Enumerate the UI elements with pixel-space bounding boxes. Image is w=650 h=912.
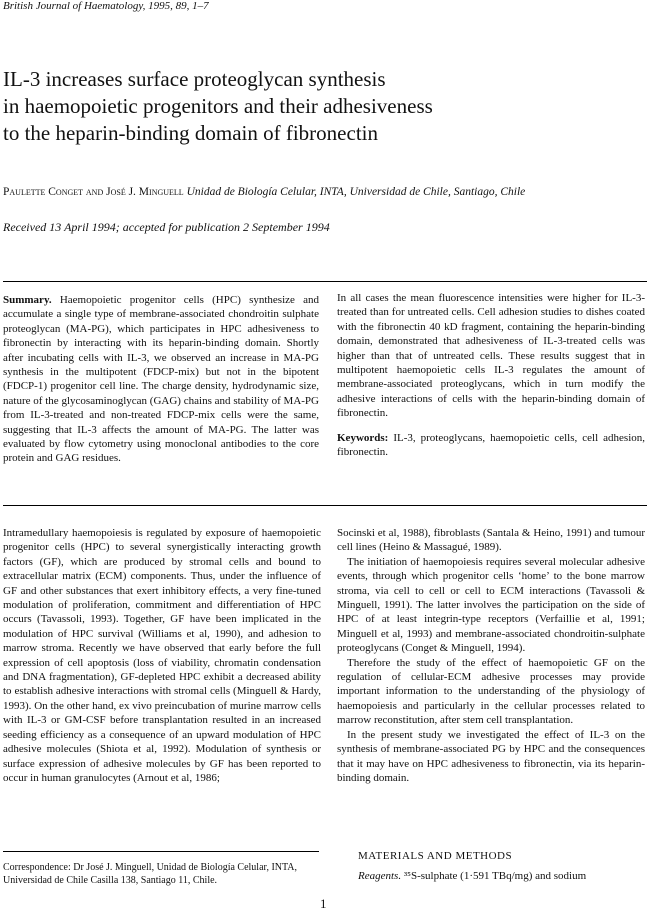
- author-affiliation: Unidad de Biología Celular, INTA, Universidad de Chile, Santiago, Chile: [186, 186, 526, 198]
- article-title: [3, 66, 643, 147]
- abstract-right-column: [337, 291, 645, 459]
- abstract-top-rule: [3, 281, 647, 282]
- summary-text: Haemopoietic progenitor cells (HPC) synthesize and accumulate a single type of membrane-associated chondroitin sulphate proteoglycan (MA-PG), which participates in HPC adhesiveness to fibronectin by interacting with its heparin-binding domain. Shortly after incubating cells with IL-3, we observed an increase in MA-PG synthesis in the multipotent (FDCP-mix) but not in the bipotent (FDCP-1) progenitor cell line. The charge density, hydrodynamic size, nature of the glycosaminoglycan (GAG) chains and stability of MA-PG from IL-3-treated and non-treated FDCP-mix cells were the same, suggesting that IL-3 affects the amount of MA-PG. The latter was evaluated by flow cytometry using monoclonal antibodies to the core protein and GAG residues.: [3, 294, 319, 465]
- reagents-label: Reagents.: [358, 870, 402, 882]
- keywords-text: IL-3, proteoglycans, haemopoietic cells, cell adhesion, fibronectin.: [337, 431, 646, 459]
- summary-continued: In all cases the mean fluorescence intensities were higher for IL-3-treated than for untreated cells. Cell adhesion studies to dishes coated with the fibronectin 40 kD fragment, containing the heparin-binding domain, demonstrated that adhesiveness of IL-3-treated cells was higher than that of untreated cells. These results suggest that in multipotent haemopoietic cells IL-3 regulates the amount of membrane-associated proteoglycans, which in turn modify the adhesive interactions of cells with the heparin-binding domain of fibronectin.: [337, 292, 645, 420]
- title-line: in haemopoietic progenitors and their adhesiveness: [3, 94, 433, 118]
- title-line: to the heparin-binding domain of fibronectin: [3, 121, 378, 145]
- body-paragraph: Socinski et al, 1988), fibroblasts (Santala & Heino, 1991) and tumour cell lines (Heino & Massagué, 1989).: [337, 527, 645, 554]
- body-right-column: [337, 526, 645, 785]
- body-left-column: [3, 526, 321, 785]
- intro-paragraph: Intramedullary haemopoiesis is regulated by exposure of haemopoietic progenitor cells (HPC) to several synergistically interacting growth factors (GF), which are produced by stromal cells and bound to extracellular matrix (ECM) components. Thus, under the influence of GF and other substances that exert inhibitory effects, a very fine-tuned modulation of proliferation, commitment and differentiation of HPC occurs (Tavassoli, 1993). Together, GF have been implicated in the modulation of HPC survival (Williams et al, 1990), and adhesion to marrow stroma. Recently we have observed that early before the full expression of cell apoptosis (loss of viability, chromatin condensation and DNA fragmentation), GF-depleted HPC exhibit a decreased ability to establish adhesive interactions with stromal cells (Minguell & Hardy, 1993). On the other hand, ex vivo preincubation of murine marrow cells with IL-3 or GM-CSF before transplantation resulted in an increased seeding efficiency as a consequence of an upward modulation of HPC adhesive molecules (Shiota et al, 1992). Modulation of synthesis or surface expression of adhesive molecules by GF has been reported to occur in human granulocytes (Arnout et al, 1986;: [3, 527, 321, 784]
- summary-label: Summary.: [3, 294, 52, 306]
- section-heading-methods: MATERIALS AND METHODS: [358, 850, 513, 862]
- author-names: Paulette Conget and José J. Minguell: [3, 186, 184, 198]
- reagents-text: ³⁵S-sulphate (1·591 TBq/mg) and sodium: [403, 870, 587, 882]
- abstract-left-column: [3, 293, 319, 466]
- body-paragraph: In the present study we investigated the effect of IL-3 on the synthesis of membrane-associated PG by HPC and the consequences that it may have on HPC adhesiveness to fibronectin, via its heparin-binding domain.: [337, 728, 645, 784]
- correspondence-footnote: Correspondence: Dr José J. Minguell, Unidad de Biología Celular, INTA, Universidad de Chile Casilla 138, Santiago 11, Chile.: [3, 862, 298, 886]
- page-number: 1: [320, 896, 327, 911]
- author-line: [3, 186, 647, 198]
- journal-header: British Journal of Haematology, 1995, 89, 1–7: [3, 0, 209, 12]
- body-paragraph: The initiation of haemopoiesis requires several molecular adhesive events, through which progenitor cells ‘home’ to the bone marrow stroma, via cell to cell or cell to ECM interactions (Tavassoli & Minguell, 1991). The latter involves the participation on the side of HPC of at least integrin-type receptors (Verfaillie et al, 1991; Minguell et al, 1993) and membrane-associated chondroitin-sulphate proteoglycans (Conget & Minguell, 1994).: [337, 555, 645, 655]
- abstract-bottom-rule: [3, 505, 647, 506]
- body-paragraph: Therefore the study of the effect of haemopoietic GF on the regulation of cellular-ECM adhesive processes may provide important information to the understanding of the physiology of haemopoiesis and particularly in the cellular processes related to marrow reconstitution, after stem cell transplantation.: [337, 656, 645, 727]
- title-line: IL-3 increases surface proteoglycan synthesis: [3, 67, 386, 91]
- reagents-line: [358, 870, 645, 882]
- received-dates: Received 13 April 1994; accepted for publication 2 September 1994: [3, 220, 330, 234]
- keywords-label: Keywords:: [337, 431, 389, 444]
- footnote-rule: [3, 851, 319, 852]
